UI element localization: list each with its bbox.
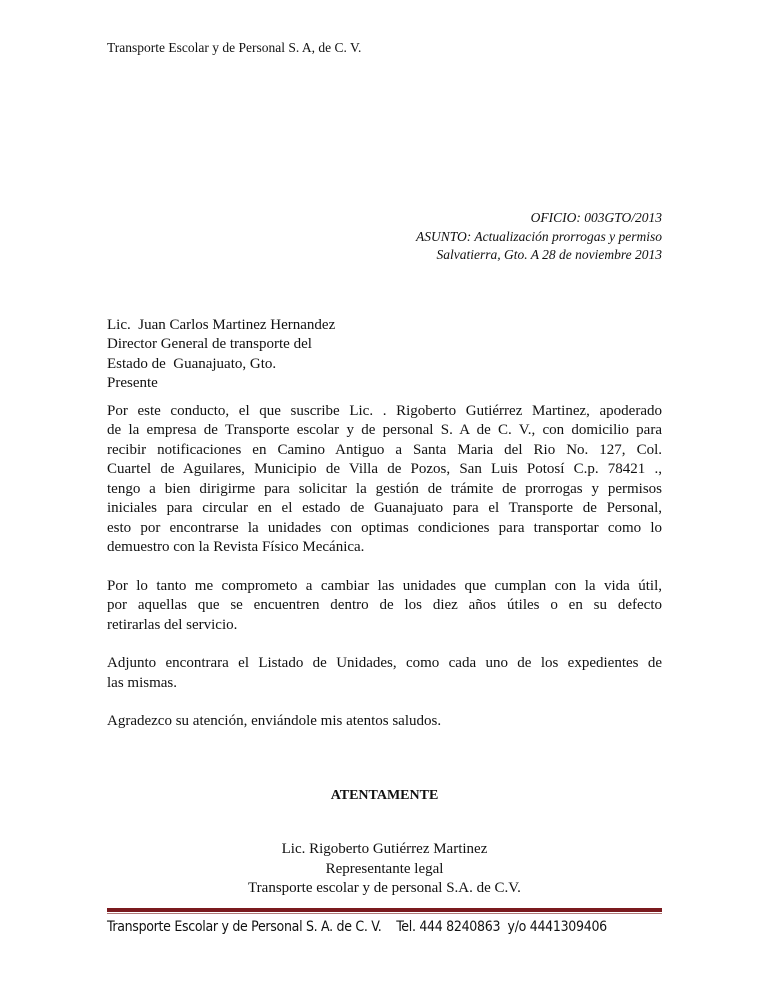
text-line: esto por encontrarse la unidades con optimas condiciones para transportar como lo: [107, 519, 662, 536]
signer-title: Representante legal: [325, 860, 444, 877]
text-line: Agradezco su atención, enviándole mis atentos saludos.: [107, 713, 442, 729]
text-line: Cuartel de Aguilares, Municipio de Villa de Pozos, San Luis Potosí C.p. 78421 .,: [107, 461, 662, 477]
text-line: Por este conducto, el que suscribe Lic. . Rigoberto Gutiérrez Martinez, apoderado: [107, 402, 662, 419]
text-line: demuestro con la Revista Físico Mecánica.: [107, 539, 365, 555]
paragraph-4: [107, 712, 662, 732]
signer-name: Lic. Rigoberto Gutiérrez Martinez: [281, 841, 488, 857]
paragraph-1: [107, 402, 662, 558]
recipient-block: [107, 316, 662, 394]
letter-body: [107, 40, 662, 899]
text-line: retirarlas del servicio.: [107, 616, 238, 633]
recipient-presente: Presente: [107, 375, 158, 391]
text-line: tengo a bien dirigirme para solicitar la gestión de trámite de prorrogas y permisos: [107, 480, 662, 497]
text-line: las mismas.: [107, 674, 177, 691]
text-line: por aquellas que se encuentren dentro de los diez años útiles o en su defecto: [107, 597, 662, 613]
footer-rule: [107, 908, 662, 912]
place-date: Salvatierra, Gto. A 28 de noviembre 2013: [436, 247, 662, 262]
oficio-number: OFICIO: 003GTO/2013: [530, 210, 662, 225]
recipient-name: Lic. Juan Carlos Martinez Hernandez: [107, 316, 336, 333]
reference-block: [107, 209, 662, 265]
text-line: de la empresa de Transporte escolar y de personal S. A de C. V., con domicilio para: [107, 422, 662, 438]
asunto: ASUNTO: Actualización prorrogas y permiso: [415, 228, 662, 244]
signature-block: [107, 840, 662, 899]
recipient-title: Director General de transporte del: [107, 336, 312, 352]
text-line: Adjunto encontrara el Listado de Unidades, como cada uno de los expedientes de: [107, 655, 662, 671]
footer-rule-thin: [107, 913, 662, 914]
signer-company: Transporte escolar y de personal S.A. de C.V.: [248, 880, 521, 896]
page-header: Transporte Escolar y de Personal S. A, de C. V.: [107, 40, 362, 55]
page-footer: Transporte Escolar y de Personal S. A. de C. V. Tel. 444 8240863 y/o 4441309406: [107, 919, 607, 935]
paragraph-2: [107, 577, 662, 636]
text-line: recibir notificaciones en Camino Antiguo a Santa Maria del Rio No. 127, Col.: [107, 441, 662, 458]
paragraph-3: [107, 654, 662, 693]
closing: ATENTAMENTE: [330, 787, 439, 803]
text-line: Por lo tanto me comprometo a cambiar las unidades que cumplan con la vida útil,: [107, 577, 662, 594]
text-line: iniciales para circular en el estado de Guanajuato para el Transporte de Personal,: [107, 500, 662, 516]
recipient-state: Estado de Guanajuato, Gto.: [107, 355, 277, 372]
